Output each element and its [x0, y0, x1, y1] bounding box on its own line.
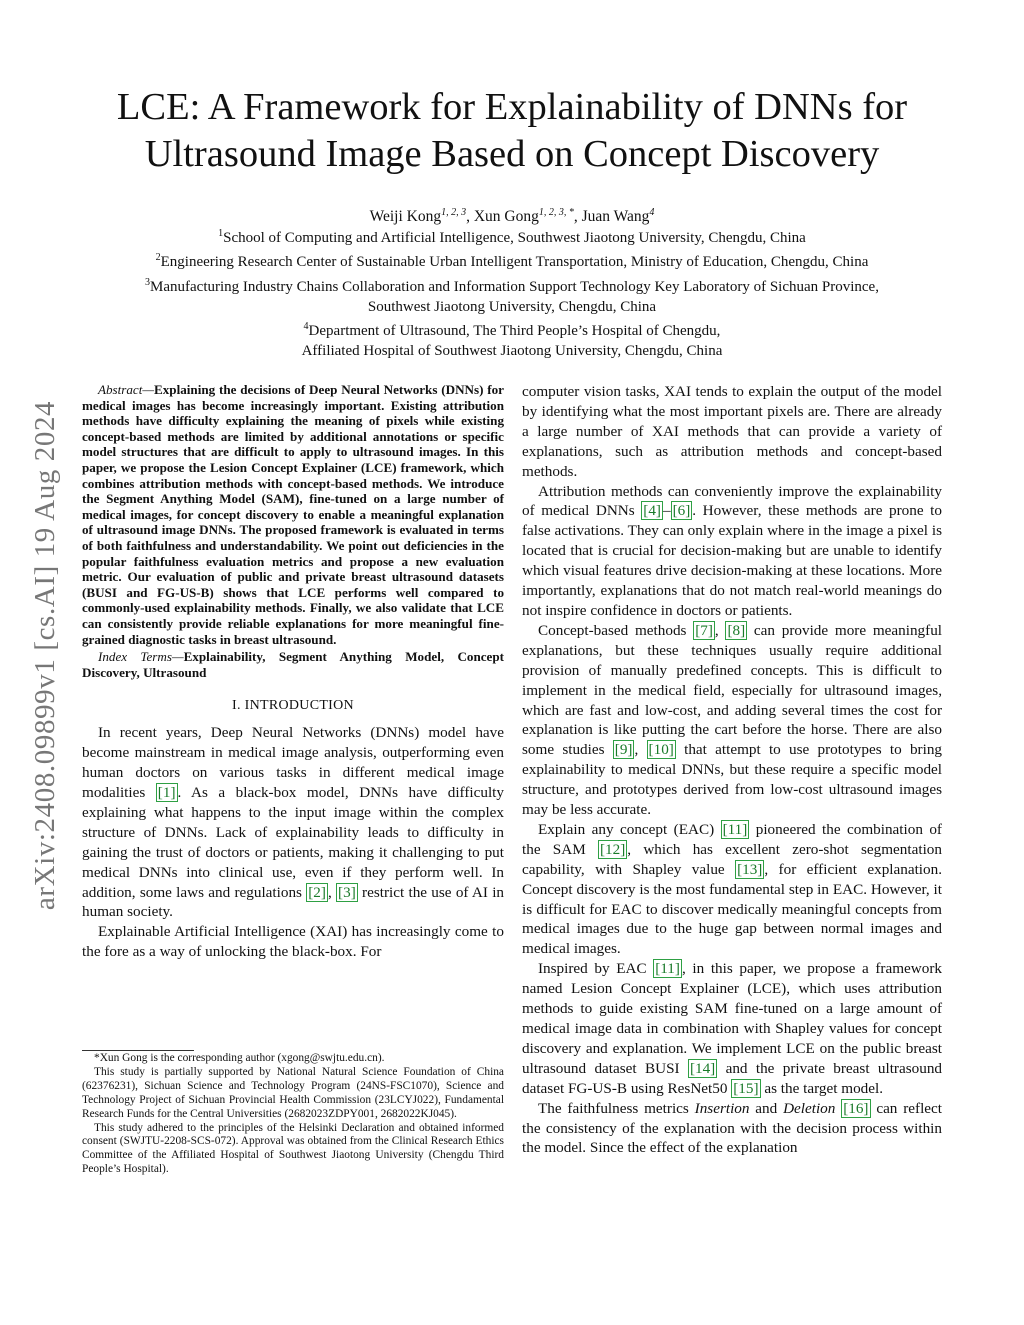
right-paragraph-5: Inspired by EAC [11] , in this paper, we propose a framework named Lesion Concept Explainer (LCE), which uses attribution methods to guide existing SAM fine-tuned on a large amount of medical image data in combination with Shapley values for concept discovery and explanation. We implement LCE on the public breast ultrasound dataset BUSI [14] and the private breast ultrasound dataset FG-US-B using ResNet50 [15] as the target model.: [522, 960, 943, 1097]
arxiv-watermark: [26, 355, 66, 955]
affiliation-line: [70, 317, 954, 341]
citation-link[interactable]: [10]: [648, 741, 674, 759]
citation-link[interactable]: [9]: [614, 741, 633, 759]
citation-link[interactable]: [13]: [737, 860, 763, 878]
right-paragraph-3: Concept-based methods [7] , [8] can provide more meaningful explanations, but these techniques usually require additional provision of manually predefined concepts. This is difficult to implement in the medical field, especially for ultrasound images, which are fast and low-cost, and adding several times the cost for explanation is like putting the cart before the horse. There are also some studies [9] , [10] that attempt to use prototypes to bring explainability to medical DNNs, but these require a specific model structure, and prototypes derived from low-cost ultrasound images may be less accurate.: [522, 621, 943, 819]
affil-sup: 4: [303, 321, 309, 333]
citation-link[interactable]: [4]: [643, 502, 661, 520]
right-paragraph-2: Attribution methods can conveniently improve the explainability of medical DNNs [4] – [6] . However, these methods are prone to false activations. They can only explain where in the image a pixel is located that is crucial for decision-making but are unable to identify which visual features drive decision-making at these locations. More importantly, explanations that do not match real-world meanings do not inspire confidence in doctors or patients.: [522, 482, 942, 619]
citation-link[interactable]: [2]: [308, 883, 326, 901]
index-terms-text: Explainability, Segment Anything Model, Concept Discovery, Ultrasound: [82, 649, 504, 680]
affiliation-line: [70, 297, 954, 317]
abstract-text: Explaining the decisions of Deep Neural Networks (DNNs) for medical images has become increasingly important. Existing attribution methods have difficulty explaining the meaning of pixels while existing concept-based methods are limited by additional annotations or specific model structures that are difficult to apply to ultrasound images. In this paper, we propose the Lesion Concept Explainer (LCE) framework, which combines attribution methods with concept-based methods. We introduce the Segment Anything Model (SAM), fine-tuned on a large number of medical images, for concept discovery to enable a meaningful explanation of ultrasound image DNNs. The proposed framework is evaluated in terms of both faithfulness and understandability. We point out deficiencies in the popular faithfulness evaluation metrics and propose a new evaluation metric. Our evaluation of public and private breast ultrasound datasets (BUSI and FG-US-B) shows that LCE performs well compared to commonly-used explainability methods. Finally, we also validate that LCE can consistently provide reliable explanations for more meaningful fine-grained diagnostic tasks in breast ultrasound.: [82, 382, 504, 647]
section-initial: I: [244, 698, 250, 714]
paper-title: LCE: A Framework for Explainability of DNNs for Ultrasound Image Based on Concept Discovery: [116, 86, 908, 175]
metric-insertion: Insertion: [694, 1099, 750, 1117]
citation-link[interactable]: [7]: [695, 621, 713, 639]
index-terms: Index Terms—Explainability, Segment Anything Model, Concept Discovery, Ultrasound: [82, 649, 504, 680]
author-name: Weiji Kong: [369, 208, 442, 226]
citation-link[interactable]: [15]: [733, 1079, 759, 1097]
section-heading: [82, 698, 504, 714]
affil-text: School of Computing and Artificial Intelligence, Southwest Jiaotong University, Chengdu, China: [223, 230, 806, 246]
affil-text: Affiliated Hospital of Southwest Jiaotong University, Chengdu, China: [301, 343, 723, 360]
author-affil-sup: 1, 2, 3, *: [538, 207, 574, 218]
citation-link[interactable]: [16]: [843, 1099, 869, 1117]
citation-link[interactable]: [8]: [727, 621, 746, 639]
arxiv-id: arXiv:2408.09899v1 [cs.AI] 19 Aug 2024: [29, 400, 62, 910]
right-paragraph-6: The faithfulness metrics Insertion and Deletion [16] can reflect the consistency of the explanation with the decision process within the model. Since the effect of the explanation: [522, 1099, 942, 1157]
author-affil-sup: 1, 2, 3: [441, 207, 467, 218]
affiliation-line: [70, 248, 954, 272]
affil-sup: 1: [218, 228, 224, 239]
footnotes: [82, 1052, 504, 1177]
citation-link[interactable]: [11]: [655, 960, 680, 978]
affiliation-line: [70, 341, 954, 361]
citation-link[interactable]: [3]: [338, 883, 356, 901]
citation-link[interactable]: [14]: [689, 1059, 716, 1077]
author-name: Juan Wang: [581, 208, 650, 226]
author-name: Xun Gong: [473, 208, 539, 226]
affil-text: Department of Ultrasound, The Third People’s Hospital of Chengdu,: [308, 323, 721, 340]
right-column: [522, 382, 942, 1158]
right-paragraph-4: Explain any concept (EAC) [11] pioneered the combination of the SAM [12] , which has excellent zero-shot segmentation capability, with Shapley value [13] , for efficient explanation. Concept discovery is the most fundamental step in EAC. However, it is difficult for EAC to discover medically meaningful concepts from medical images due to the huge gap between normal images and medical images.: [522, 820, 943, 958]
citation-link[interactable]: [11]: [722, 820, 748, 838]
abstract-label: Abstract: [98, 382, 143, 397]
citation-link[interactable]: [1]: [157, 784, 176, 801]
affiliations: [70, 224, 954, 362]
intro-paragraph-2: Explainable Artificial Intelligence (XAI) has increasingly come to the fore as a way of unlocking the black-box. For: [82, 923, 504, 961]
affil-text: Engineering Research Center of Sustainable Urban Intelligent Transportation, Ministry of Education, Chengdu, China: [160, 254, 869, 271]
affiliation-line: [70, 273, 954, 297]
footnote: This study is partially supported by National Natural Science Foundation of China (62376231), Sichuan Science and Technology Program (24NS-FSC1070), Science and Technology Project of Sichuan Provincial Health Commission (23LCYJ022), Fundamental Research Funds for the Central Universities (2682023ZDPY001, 2682022KJ045).: [82, 1065, 504, 1120]
author-list: Weiji Kong$^{1, 2, 3}$, Xun Gong$^{1, 2, 3, *}$, Juan Wang$^4$: [369, 207, 655, 226]
affiliation-line: [70, 224, 954, 248]
index-terms-label: Index Terms: [98, 649, 172, 665]
author-affil-sup: 4: [649, 207, 655, 218]
section-numeral: I.: [232, 698, 241, 714]
affil-text: Manufacturing Industry Chains Collaboration and Information Support Technology Key Laboratory of Sichuan Province,: [150, 278, 879, 295]
footnote: This study adhered to the principles of the Helsinki Declaration and obtained informed consent (SWJTU-2208-SCS-072). Approval was obtained from the Clinical Research Ethics Committee of the Affiliated Hospital of Southwest Jiaotong University (Chengdu Third People’s Hospital).: [82, 1121, 504, 1176]
metric-deletion: Deletion: [783, 1099, 836, 1117]
affil-text: Southwest Jiaotong University, Chengdu, China: [367, 298, 657, 315]
section-title: NTRODUCTION: [249, 698, 354, 714]
footnote-rule: [82, 1050, 194, 1051]
intro-paragraph-1: In recent years, Deep Neural Networks (DNNs) model have become mainstream in medical image analysis, outperforming even human doctors on various tasks in different medical image modalities [1] . As a black-box model, DNNs have difficulty explaining what happens to the input image within the complex structure of DNNs. Lack of explainability leads to difficulty in gaining the trust of doctors or patients, making it challenging to put medical DNNs into clinical use, even if they perform well. In addition, some laws and regulations [2] , [3] restrict the use of AI in human society.: [82, 724, 505, 921]
left-column: [82, 382, 504, 962]
affil-sup: 3: [145, 276, 151, 288]
right-paragraph-1: computer vision tasks, XAI tends to explain the output of the model by identifying what the most important pixels are. There are already a large number of XAI methods that can provide a variety of explanations, such as attribution methods and concept-based methods.: [522, 383, 942, 480]
affil-sup: 2: [155, 252, 161, 264]
citation-link[interactable]: [6]: [672, 502, 691, 520]
footnote: *Xun Gong is the corresponding author (xgong@swjtu.edu.cn).: [94, 1052, 385, 1064]
abstract: Abstract—Explaining the decisions of Deep Neural Networks (DNNs) for medical images has become increasingly important. Existing attribution methods have difficulty explaining the meaning of pixels while existing concept-based methods are limited by additional annotations or specific model structures that are difficult to apply to ultrasound images. In this paper, we propose the Lesion Concept Explainer (LCE) framework, which combines attribution methods with concept-based methods. We introduce the Segment Anything Model (SAM), fine-tuned on a large number of medical images, for concept discovery to enable a meaningful explanation of ultrasound image DNNs. The proposed framework is evaluated in terms of both faithfulness and understandability. We point out deficiencies in the popular faithfulness evaluation metrics and propose a new evaluation metric. Our evaluation of public and private breast ultrasound datasets (BUSI and FG-US-B) shows that LCE performs well compared to commonly-used explainability methods. Finally, we also validate that LCE can consistently provide reliable explanations for more meaningful fine-grained diagnostic tasks in breast ultrasound.: [82, 382, 504, 647]
citation-link[interactable]: [12]: [599, 840, 626, 858]
